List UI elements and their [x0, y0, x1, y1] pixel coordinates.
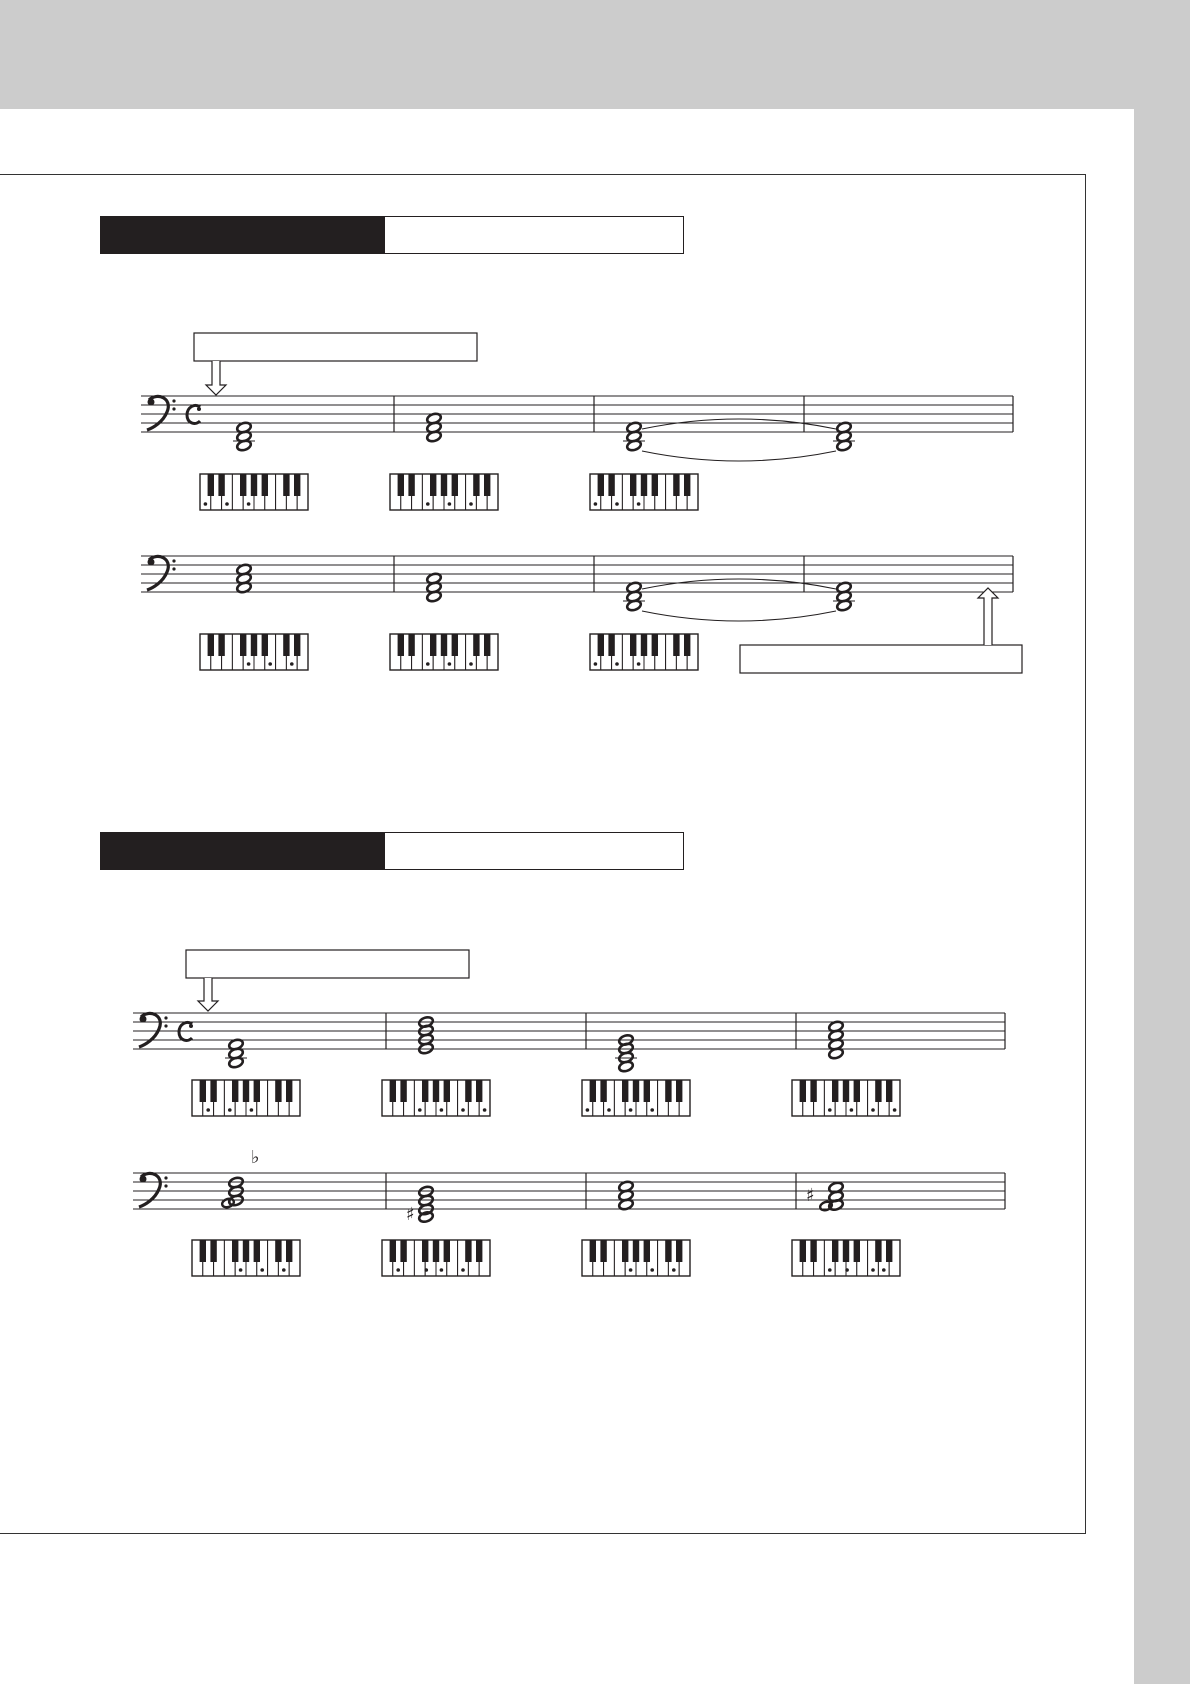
- key-dot: [228, 1108, 232, 1112]
- black-key: [398, 474, 404, 496]
- bass-clef-icon: [147, 556, 176, 590]
- keyboard-2-6: [382, 1240, 490, 1276]
- black-key: [465, 1080, 471, 1102]
- up-arrow-icon: [978, 588, 998, 645]
- black-key: [208, 634, 214, 656]
- tie-arc-lower: [642, 451, 836, 461]
- clef-dot: [172, 399, 175, 402]
- keyboard-2-2: [382, 1080, 490, 1116]
- black-key: [200, 1240, 206, 1262]
- black-key: [232, 1080, 238, 1102]
- black-key: [390, 1240, 396, 1262]
- black-key: [294, 634, 300, 656]
- clef-dot: [164, 1024, 167, 1027]
- black-key: [251, 634, 257, 656]
- key-dot: [607, 1108, 611, 1112]
- black-key: [676, 1240, 682, 1262]
- black-key: [484, 474, 490, 496]
- black-key: [676, 1080, 682, 1102]
- key-dot: [893, 1108, 897, 1112]
- down-arrow-icon: [206, 361, 226, 395]
- keyboard-1-5: [390, 634, 498, 670]
- black-key: [294, 474, 300, 496]
- black-key: [400, 1080, 406, 1102]
- clef-dot: [164, 1184, 167, 1187]
- key-dot: [828, 1268, 832, 1272]
- chord-1-7: [626, 581, 642, 612]
- black-key: [476, 1080, 482, 1102]
- key-dot: [871, 1268, 875, 1272]
- black-key: [600, 1240, 606, 1262]
- black-key: [590, 1240, 596, 1262]
- black-key: [473, 634, 479, 656]
- black-key: [251, 474, 257, 496]
- clef-dot: [164, 1016, 167, 1019]
- black-key: [590, 1080, 596, 1102]
- black-key: [218, 634, 224, 656]
- black-key: [390, 1080, 396, 1102]
- bass-clef-icon: [147, 396, 176, 430]
- key-dot: [424, 1268, 428, 1272]
- black-key: [240, 474, 246, 496]
- common-time-dot: [197, 407, 201, 411]
- clef-dot: [140, 1176, 147, 1183]
- key-dot: [206, 1108, 210, 1112]
- chord-1-2: [426, 412, 442, 443]
- black-key: [633, 1240, 639, 1262]
- black-key: [832, 1240, 838, 1262]
- black-key: [444, 1240, 450, 1262]
- black-key: [665, 1080, 671, 1102]
- black-key: [633, 1080, 639, 1102]
- black-key: [886, 1240, 892, 1262]
- black-key: [408, 474, 414, 496]
- key-dot: [440, 1108, 444, 1112]
- black-key: [232, 1240, 238, 1262]
- black-key: [254, 1240, 260, 1262]
- callout-2: [740, 588, 1022, 673]
- chord-1-3: [626, 421, 642, 452]
- keyboard-2-1: [192, 1080, 300, 1116]
- black-key: [208, 474, 214, 496]
- common-time-dot: [189, 1024, 193, 1028]
- black-key: [641, 474, 647, 496]
- black-key: [210, 1240, 216, 1262]
- flat-sign: ♭: [251, 1147, 260, 1168]
- black-key: [684, 474, 690, 496]
- key-dot: [828, 1108, 832, 1112]
- tie-arc-upper: [642, 579, 836, 589]
- key-dot: [448, 662, 452, 666]
- black-key: [218, 474, 224, 496]
- key-dot: [260, 1268, 264, 1272]
- black-key: [275, 1080, 281, 1102]
- black-key: [832, 1080, 838, 1102]
- key-dot: [440, 1268, 444, 1272]
- keyboard-2-8: [792, 1240, 900, 1276]
- keyboard-2-4: [792, 1080, 900, 1116]
- keyboard-1-1: [200, 474, 308, 510]
- callout-box: [740, 645, 1022, 673]
- clef-dot: [172, 407, 175, 410]
- black-key: [622, 1240, 628, 1262]
- callout-box: [194, 333, 477, 361]
- black-key: [644, 1240, 650, 1262]
- black-key: [200, 1080, 206, 1102]
- black-key: [398, 634, 404, 656]
- black-key: [476, 1240, 482, 1262]
- keyboard-2-7: [582, 1240, 690, 1276]
- sharp-sign: ♯: [806, 1185, 815, 1206]
- key-dot: [461, 1268, 465, 1272]
- key-dot: [615, 662, 619, 666]
- black-key: [600, 1080, 606, 1102]
- callout-box: [186, 950, 469, 978]
- black-key: [886, 1080, 892, 1102]
- black-key: [240, 634, 246, 656]
- key-dot: [594, 662, 598, 666]
- key-dot: [250, 1108, 254, 1112]
- key-dot: [629, 1108, 633, 1112]
- black-key: [433, 1080, 439, 1102]
- black-key: [400, 1240, 406, 1262]
- key-dot: [586, 1108, 590, 1112]
- key-dot: [426, 502, 430, 506]
- callout-3: [186, 950, 469, 1011]
- key-dot: [594, 502, 598, 506]
- staff-s1b: [141, 556, 1013, 592]
- key-dot: [650, 1108, 654, 1112]
- black-key: [422, 1080, 428, 1102]
- key-dot: [483, 1108, 487, 1112]
- key-dot: [845, 1268, 849, 1272]
- black-key: [484, 634, 490, 656]
- black-key: [608, 474, 614, 496]
- chord-1-6: [426, 572, 442, 603]
- bass-clef-icon: [139, 1013, 168, 1047]
- black-key: [641, 634, 647, 656]
- keyboard-1-4: [200, 634, 308, 670]
- chord-1-1: [236, 421, 252, 452]
- black-key: [243, 1240, 249, 1262]
- black-key: [452, 474, 458, 496]
- black-key: [408, 634, 414, 656]
- bass-clef-icon: [139, 1173, 168, 1207]
- key-dot: [282, 1268, 286, 1272]
- chord-1-4: [836, 421, 852, 452]
- tie-arc-upper: [642, 419, 836, 429]
- black-key: [652, 474, 658, 496]
- black-key: [262, 634, 268, 656]
- chord-1-8: [836, 581, 852, 612]
- key-dot: [637, 662, 641, 666]
- black-key: [283, 634, 289, 656]
- black-key: [473, 474, 479, 496]
- black-key: [286, 1240, 292, 1262]
- key-dot: [247, 502, 251, 506]
- chord-2-4: [828, 1020, 844, 1060]
- black-key: [422, 1240, 428, 1262]
- black-key: [684, 634, 690, 656]
- black-key: [630, 634, 636, 656]
- black-key: [810, 1240, 816, 1262]
- black-key: [630, 474, 636, 496]
- black-key: [598, 634, 604, 656]
- key-dot: [882, 1268, 886, 1272]
- black-key: [465, 1240, 471, 1262]
- key-dot: [239, 1268, 243, 1272]
- keyboard-1-3: [590, 474, 698, 510]
- black-key: [283, 474, 289, 496]
- black-key: [854, 1080, 860, 1102]
- black-key: [452, 634, 458, 656]
- chord-2-1: [228, 1038, 244, 1069]
- key-dot: [850, 1108, 854, 1112]
- staff-s2a: [133, 1013, 1005, 1049]
- clef-dot: [148, 559, 155, 566]
- staff-s1a: [141, 396, 1013, 432]
- black-key: [433, 1240, 439, 1262]
- key-dot: [290, 662, 294, 666]
- black-key: [644, 1080, 650, 1102]
- black-key: [608, 634, 614, 656]
- sharp-sign: ♯: [406, 1204, 415, 1225]
- key-dot: [650, 1268, 654, 1272]
- black-key: [673, 634, 679, 656]
- clef-dot: [172, 559, 175, 562]
- clef-dot: [172, 567, 175, 570]
- key-dot: [268, 662, 272, 666]
- black-key: [652, 634, 658, 656]
- black-key: [262, 474, 268, 496]
- key-dot: [418, 1108, 422, 1112]
- key-dot: [426, 662, 430, 666]
- black-key: [875, 1240, 881, 1262]
- key-dot: [637, 502, 641, 506]
- black-key: [800, 1080, 806, 1102]
- keyboard-2-5: [192, 1240, 300, 1276]
- key-dot: [469, 502, 473, 506]
- clef-dot: [164, 1176, 167, 1179]
- black-key: [286, 1080, 292, 1102]
- chord-1-5: [236, 563, 252, 594]
- black-key: [665, 1240, 671, 1262]
- whole-note: [221, 1197, 235, 1208]
- black-key: [622, 1080, 628, 1102]
- key-dot: [629, 1268, 633, 1272]
- key-dot: [448, 502, 452, 506]
- key-dot: [469, 662, 473, 666]
- black-key: [243, 1080, 249, 1102]
- keyboard-1-2: [390, 474, 498, 510]
- key-dot: [461, 1108, 465, 1112]
- down-arrow-icon: [198, 978, 218, 1011]
- key-dot: [225, 502, 229, 506]
- black-key: [430, 474, 436, 496]
- black-key: [254, 1080, 260, 1102]
- black-key: [843, 1080, 849, 1102]
- black-key: [598, 474, 604, 496]
- clef-dot: [140, 1016, 147, 1023]
- key-dot: [615, 502, 619, 506]
- keyboard-1-6: [590, 634, 698, 670]
- key-dot: [247, 662, 251, 666]
- clef-dot: [148, 399, 155, 406]
- keyboard-2-3: [582, 1080, 690, 1116]
- key-dot: [204, 502, 208, 506]
- black-key: [673, 474, 679, 496]
- key-dot: [871, 1108, 875, 1112]
- black-key: [854, 1240, 860, 1262]
- tie-arc-lower: [642, 611, 836, 621]
- chord-2-7: [618, 1180, 634, 1211]
- black-key: [441, 634, 447, 656]
- black-key: [843, 1240, 849, 1262]
- black-key: [800, 1240, 806, 1262]
- callout-1: [194, 333, 477, 395]
- black-key: [875, 1080, 881, 1102]
- black-key: [810, 1080, 816, 1102]
- key-dot: [396, 1268, 400, 1272]
- staff-s2b: [133, 1173, 1005, 1209]
- black-key: [441, 474, 447, 496]
- black-key: [430, 634, 436, 656]
- black-key: [210, 1080, 216, 1102]
- black-key: [275, 1240, 281, 1262]
- key-dot: [672, 1268, 676, 1272]
- black-key: [444, 1080, 450, 1102]
